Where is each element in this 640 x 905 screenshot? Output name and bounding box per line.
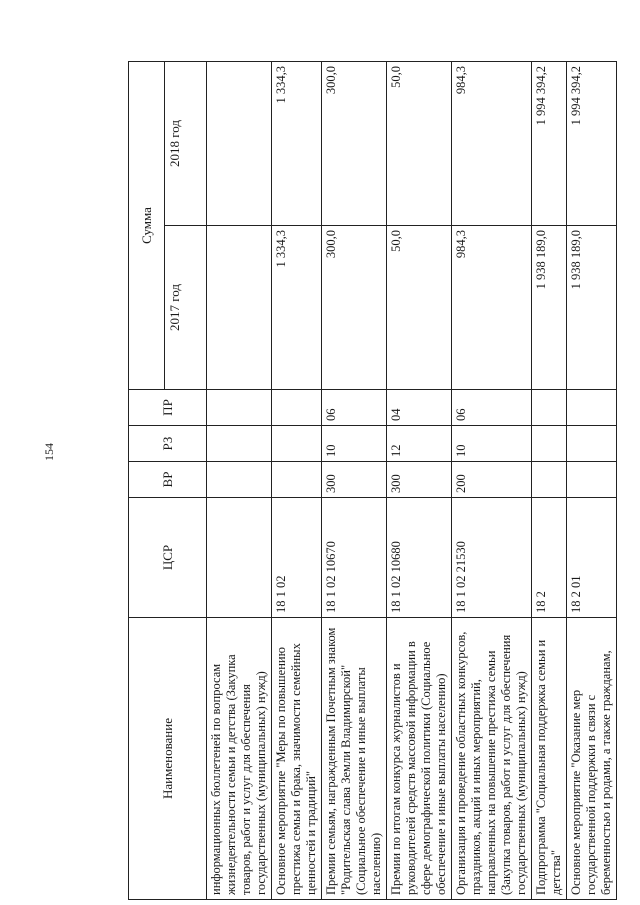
row-csr: 18 1 02 10670 [322, 498, 387, 618]
row-csr: 18 1 02 21530 [452, 498, 532, 618]
row-rz: 10 [452, 426, 532, 462]
row-csr: 18 2 [532, 498, 567, 618]
table-row [322, 62, 387, 900]
header-sum: Сумма [129, 62, 165, 390]
row-name: Премии по итогам конкурса журналистов и руководителей средств массовой информации в сфере демографической политики (Социальное обеспечение и иные выплаты населению) [387, 618, 452, 900]
row-sum-2017: 1 334,3 [272, 226, 322, 390]
header-year-2018: 2018 год [165, 62, 207, 226]
table-row [567, 62, 617, 900]
row-pr [567, 390, 617, 426]
row-name: Премии семьям, награжденным Почетным знаком "Родительская слава Земли Владимирской" (Социальное обеспечение и иные выплаты населению) [322, 618, 387, 900]
row-vr [532, 462, 567, 498]
row-sum-2018: 1 994 394,2 [567, 62, 617, 226]
row-sum-2017: 50,0 [387, 226, 452, 390]
row-vr: 300 [322, 462, 387, 498]
table-row [272, 62, 322, 900]
row-csr [207, 498, 272, 618]
row-name: Подпрограмма "Социальная поддержка семьи и детства" [532, 618, 567, 900]
row-pr: 06 [322, 390, 387, 426]
row-rz: 12 [387, 426, 452, 462]
table-row [207, 62, 272, 900]
budget-table [128, 61, 617, 900]
table-row [452, 62, 532, 900]
row-vr [207, 462, 272, 498]
row-rz [207, 426, 272, 462]
rotated-table-wrapper [128, 62, 613, 900]
row-sum-2017: 300,0 [322, 226, 387, 390]
row-rz [272, 426, 322, 462]
header-rz: РЗ [129, 426, 207, 462]
row-pr [272, 390, 322, 426]
row-csr: 18 2 01 [567, 498, 617, 618]
row-name: Организация и проведение областных конкурсов, праздников, акций и иных мероприятий, направленных на повышение престижа семьи (Закупка товаров, работ и услуг для обеспечения государственных (муниципальных) нужд) [452, 618, 532, 900]
row-sum-2017: 1 938 189,0 [567, 226, 617, 390]
row-sum-2018: 50,0 [387, 62, 452, 226]
header-pr: ПР [129, 390, 207, 426]
header-csr: ЦСР [129, 498, 207, 618]
row-vr: 300 [387, 462, 452, 498]
row-pr [207, 390, 272, 426]
header-year-2017: 2017 год [165, 226, 207, 390]
table-row [532, 62, 567, 900]
row-vr: 200 [452, 462, 532, 498]
row-sum-2017: 984,3 [452, 226, 532, 390]
page-number: 154 [42, 443, 56, 461]
row-rz: 10 [322, 426, 387, 462]
row-rz [567, 426, 617, 462]
row-pr: 06 [452, 390, 532, 426]
row-name: информационных бюллетеней по вопросам жизнедеятельности семьи и детства (Закупка товаров, работ и услуг для обеспечения государственных (муниципальных) нужд) [207, 618, 272, 900]
row-sum-2017 [207, 226, 272, 390]
row-vr [272, 462, 322, 498]
row-sum-2018: 1 994 394,2 [532, 62, 567, 226]
row-sum-2018 [207, 62, 272, 226]
row-sum-2018: 300,0 [322, 62, 387, 226]
table-stage [128, 62, 613, 900]
row-sum-2018: 984,3 [452, 62, 532, 226]
row-sum-2017: 1 938 189,0 [532, 226, 567, 390]
row-sum-2018: 1 334,3 [272, 62, 322, 226]
row-pr: 04 [387, 390, 452, 426]
row-rz [532, 426, 567, 462]
row-csr: 18 1 02 10680 [387, 498, 452, 618]
header-name: Наименование [129, 618, 207, 900]
row-pr [532, 390, 567, 426]
table-row [387, 62, 452, 900]
header-vr: ВР [129, 462, 207, 498]
row-vr [567, 462, 617, 498]
row-csr: 18 1 02 [272, 498, 322, 618]
row-name: Основное мероприятие "Меры по повышению престижа семьи и брака, значимости семейных ценностей и традиций" [272, 618, 322, 900]
row-name: Основное мероприятие "Оказание мер государственной поддержки в связи с беременностью и родами, а также гражданам, [567, 618, 617, 900]
